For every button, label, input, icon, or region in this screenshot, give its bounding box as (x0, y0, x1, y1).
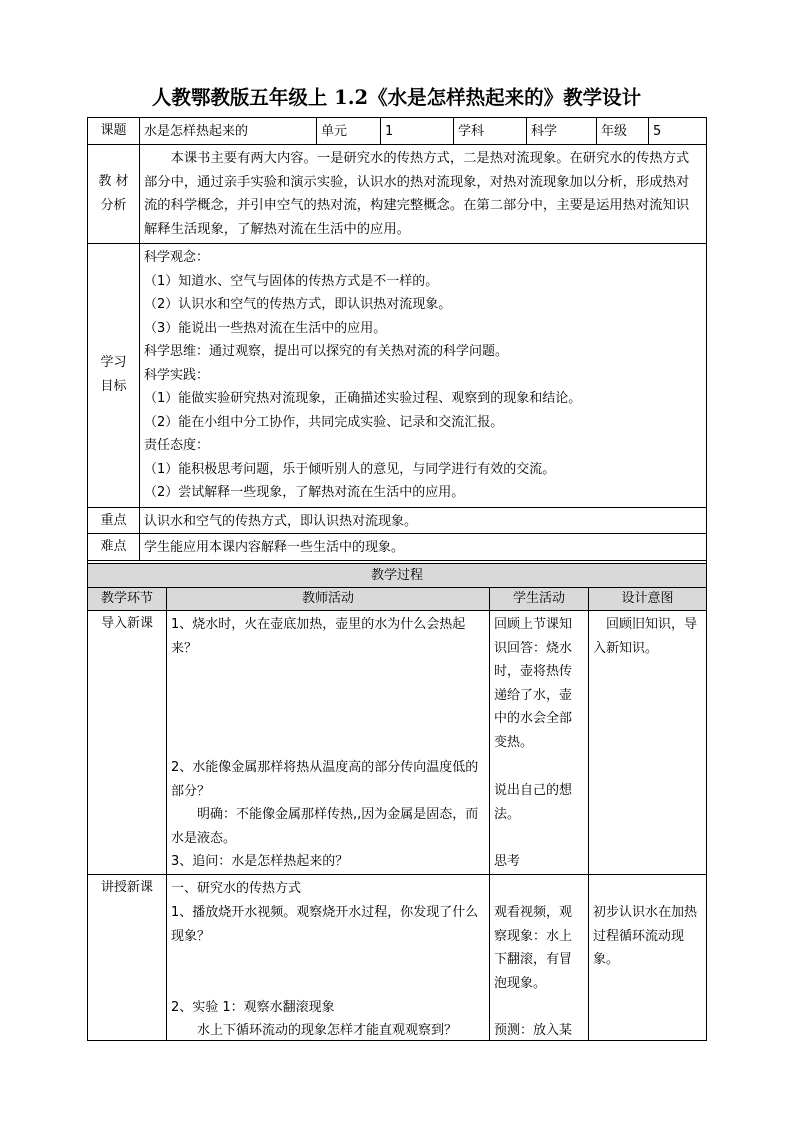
difficulty-label: 难点 (100, 539, 127, 554)
goals-label (88, 351, 139, 398)
intro-stage: 导入新课 (100, 616, 153, 631)
rule (706, 117, 707, 1041)
analysis-label (88, 170, 139, 217)
subject-value: 科学 (531, 124, 558, 139)
analysis-label-line: 教 材 (98, 174, 129, 189)
column-header-teacher: 教师活动 (301, 591, 354, 606)
process-header: 教学过程 (370, 568, 423, 583)
grade-value: 5 (653, 124, 662, 139)
intro-student-a1: 回顾上节课知识回答：烧水时，壶将热传递给了水，壶中的水会全部变热。 (494, 617, 573, 750)
lecture-teacher-q2: 2、实验 1：观察水翻滚现象 (171, 1000, 335, 1015)
goal-line: （2）能在小组中分工协作，共同完成实验、记录和交流汇报。 (144, 414, 504, 430)
intro-teacher-q3: 3、追问：水是怎样热起来的？ (171, 854, 349, 869)
document-title: 人教鄂教版五年级上 1.2《水是怎样热起来的》教学设计 (151, 86, 642, 109)
grade-label: 年级 (601, 124, 628, 139)
goal-line: 责任态度： (144, 438, 210, 453)
goal-line: （3）能说出一些热对流在生活中的应用。 (144, 320, 387, 336)
intro-student-a3: 思考 (494, 854, 521, 869)
rule (87, 117, 707, 118)
goal-line: （1）能积极思考问题，乐于倾听别人的意见，与同学进行有效的交流。 (144, 461, 556, 477)
goal-line: （2）认识水和空气的传热方式，即认识热对流现象。 (144, 297, 452, 312)
column-header-stage: 教学环节 (100, 591, 153, 606)
goals-label-line: 目标 (100, 378, 127, 394)
goal-line: （2）尝试解释一些现象，了解热对流在生活中的应用。 (144, 485, 465, 500)
goals-text (140, 245, 706, 506)
column-header-intent: 设计意图 (621, 591, 674, 606)
lecture-student-a1: 观看视频，观察现象：水上下翻滚，有冒泡现象。 (494, 905, 573, 991)
intro-teacher-q2: 2、水能像金属那样将热从温度高的部分传向温度低的部分？ (171, 760, 479, 799)
goal-line: （1）能做实验研究热对流现象，正确描述实验过程、观察到的现象和结论。 (144, 391, 582, 406)
unit-value: 1 (385, 124, 394, 139)
rule (87, 507, 707, 508)
lesson-value: 水是怎样热起来的 (144, 124, 249, 139)
rule (87, 243, 707, 244)
lecture-student-a2: 预测：放入某 (494, 1023, 573, 1038)
key-point-label: 重点 (100, 513, 127, 528)
intro-teacher-q1: 1、烧水时，火在壶底加热，壶里的水为什么会热起来？ (171, 617, 466, 656)
unit-label: 单元 (321, 124, 348, 139)
goals-label-line: 学习 (100, 355, 127, 370)
analysis-text: 本课书主要有两大内容。一是研究水的传热方式，二是热对流现象。在研究水的传热方式部分中，通过亲手实验和演示实验，认识水的热对流现象，对热对流现象加以分析，形成热对流的科学概念，并引申空气的热对流，构建完整概念。在第二部分中，主要是运用热对流知识解释生活现象，了解热对流在生活中的应用。 (144, 151, 690, 237)
lecture-teacher-q1: 1、播放烧开水视频。观察烧开水过程，你发现了什么现象？ (171, 905, 479, 944)
goal-line: 科学观念： (144, 250, 210, 265)
goal-line: （1）知道水、空气与固体的传热方式是不一样的。 (144, 273, 439, 289)
column-header-student: 学生活动 (512, 591, 565, 606)
subject-label: 学科 (458, 124, 485, 139)
lecture-teacher-q3: 水上下循环流动的现象怎样才能直观观察到？ (197, 1023, 458, 1038)
intro-intent: 回顾旧知识，导入新知识。 (593, 617, 698, 656)
intro-teacher-clarify: 明确：不能像金属那样传热,,因为金属是固态，而水是液态。 (171, 807, 479, 846)
lecture-intent: 初步认识水在加热过程循环流动现象。 (593, 905, 698, 967)
analysis-label-line: 分析 (100, 197, 127, 213)
lecture-stage: 讲授新课 (100, 880, 153, 895)
lecture-teacher-h1: 一、研究水的传热方式 (171, 881, 302, 896)
intro-student-a2: 说出自己的想法。 (494, 783, 573, 822)
goal-line: 科学实践： (144, 367, 210, 383)
lesson-label: 课题 (100, 123, 127, 138)
difficulty-text: 学生能应用本课内容解释一些生活中的现象。 (144, 540, 405, 555)
goal-line: 科学思维：通过观察，提出可以探究的有关热对流的科学问题。 (144, 344, 509, 359)
key-point-text: 认识水和空气的传热方式，即认识热对流现象。 (144, 514, 418, 529)
